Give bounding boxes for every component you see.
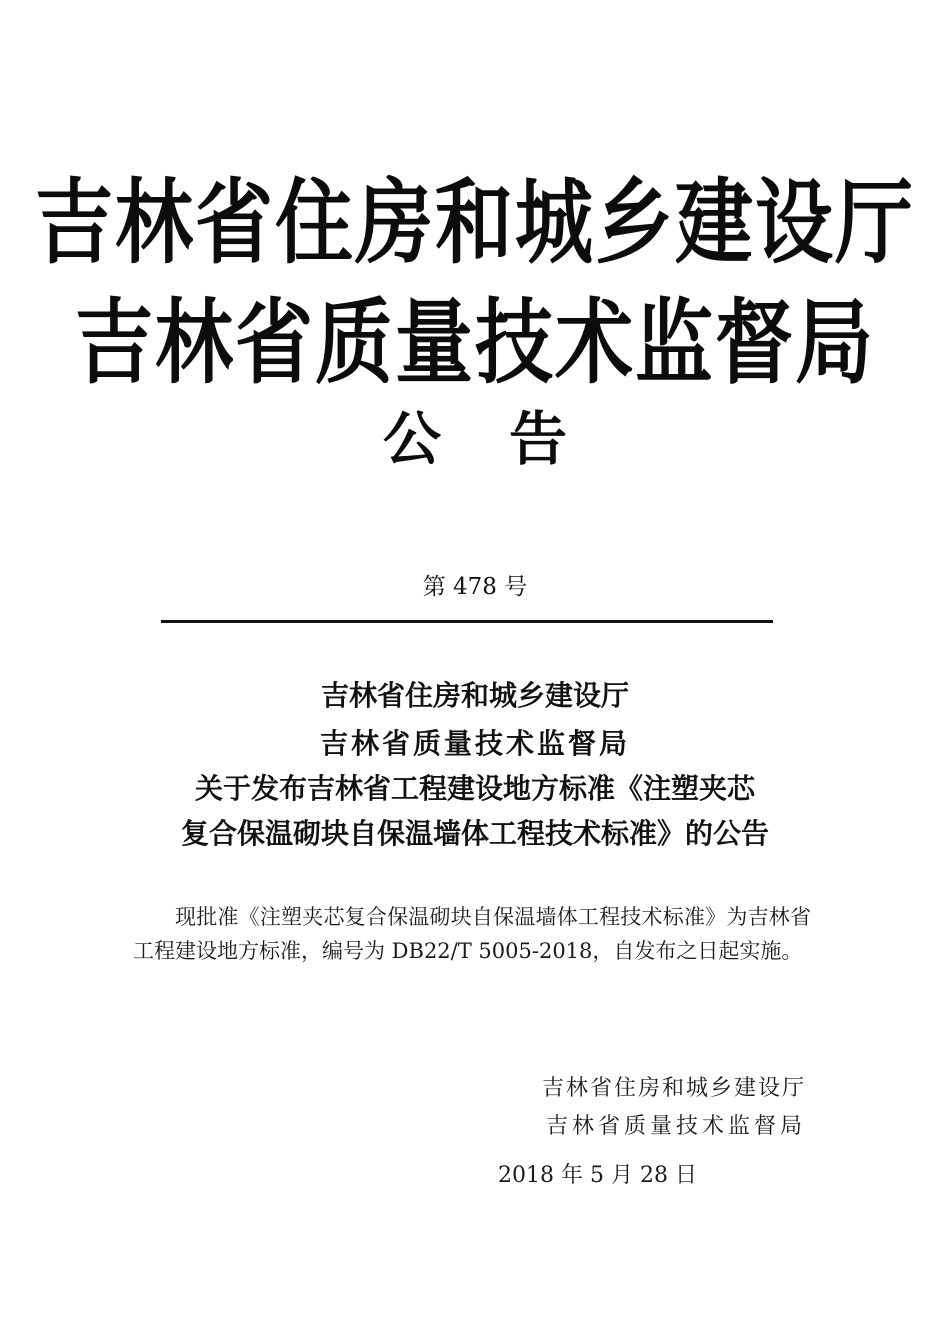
body-paragraph: 现批准《注塑夹芯复合保温砌块自保温墙体工程技术标准》为吉林省工程建设地方标准，编号为 DB22/T 5005-2018，自发布之日起实施。 (133, 905, 811, 963)
subject-line-4: 复合保温砌块自保温墙体工程技术标准》的公告 (180, 817, 769, 850)
subject-line-3: 关于发布吉林省工程建设地方标准《注塑夹芯 (194, 772, 755, 805)
issuer-title-line-2: 吉林省质量技术监督局 (74, 290, 875, 398)
signature-issuer-2: 吉林省质量技术监督局 (545, 1114, 806, 1139)
signature-date: 2018 年 5 月 28 日 (498, 1163, 697, 1188)
signature-issuer-1: 吉林省住房和城乡建设厅 (541, 1076, 806, 1101)
issuer-title-line-1: 吉林省住房和城乡建设厅 (34, 170, 915, 278)
subject-line-2: 吉林省质量技术监督局 (319, 727, 630, 760)
announcement-heading: 公告 (382, 405, 635, 473)
document-number: 第 478 号 (422, 574, 528, 600)
separator-rule (161, 620, 773, 623)
subject-line-1: 吉林省住房和城乡建设厅 (320, 679, 629, 712)
